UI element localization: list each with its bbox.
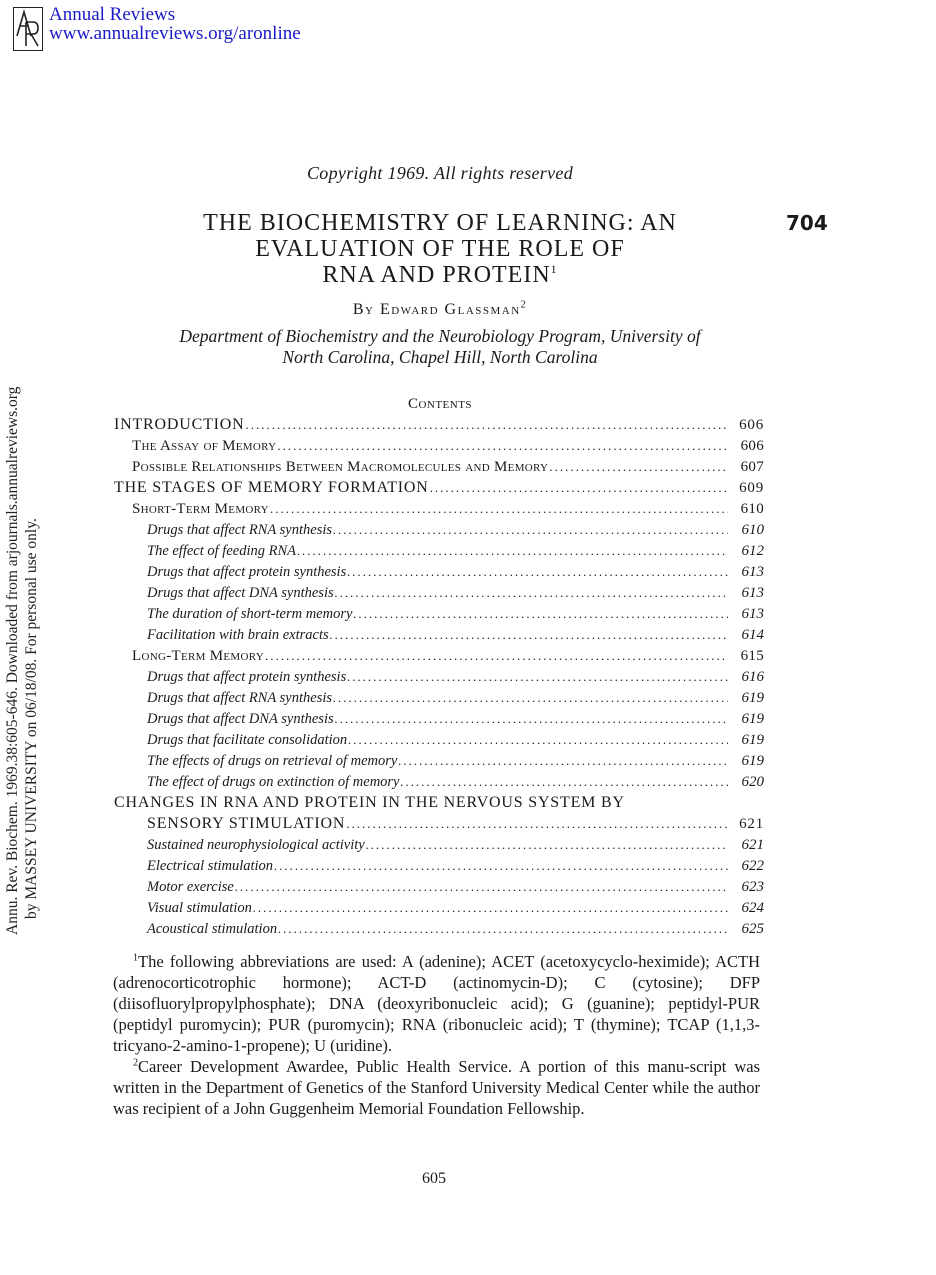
toc-leader-dots bbox=[366, 834, 728, 855]
toc-leader-dots bbox=[277, 435, 728, 456]
toc-entry bbox=[114, 645, 764, 666]
toc-leader-dots bbox=[333, 687, 728, 708]
annual-reviews-logo-icon bbox=[13, 7, 43, 51]
download-notice-line-1: Annu. Rev. Biochem. 1969.38:605-646. Downloaded from arjournals.annualreviews.org bbox=[4, 386, 21, 935]
toc-entry bbox=[114, 792, 764, 813]
toc-leader-dots bbox=[253, 897, 728, 918]
toc-entry-page: 619 bbox=[741, 732, 764, 748]
page-number: 605 bbox=[422, 1170, 446, 1187]
toc-entry-page: 625 bbox=[741, 921, 764, 937]
toc-leader-dots bbox=[270, 498, 728, 519]
toc-leader-dots bbox=[401, 771, 729, 792]
toc-leader-dots bbox=[245, 414, 728, 435]
toc-entry-label: The effect of drugs on extinction of memory bbox=[147, 774, 400, 790]
toc-entry bbox=[114, 876, 764, 897]
corner-number: 704 bbox=[786, 211, 828, 235]
toc-entry-label: Visual stimulation bbox=[147, 900, 252, 916]
contents-heading: Contents bbox=[407, 396, 473, 412]
toc-entry-label: Acoustical stimulation bbox=[147, 921, 278, 937]
toc-leader-dots bbox=[346, 813, 728, 834]
toc-entry bbox=[114, 813, 764, 834]
toc-entry-page: 610 bbox=[741, 522, 764, 538]
toc-entry-page: 619 bbox=[741, 753, 764, 769]
toc-entry bbox=[114, 750, 764, 771]
toc-leader-dots bbox=[333, 519, 728, 540]
title-line-2: EVALUATION OF THE ROLE OF bbox=[255, 236, 625, 262]
toc-entry bbox=[114, 624, 764, 645]
toc-entry bbox=[114, 477, 764, 498]
toc-entry-page: 606 bbox=[739, 417, 764, 433]
footnotes bbox=[113, 951, 760, 1119]
toc-entry-label: Drugs that affect RNA synthesis bbox=[147, 690, 333, 706]
toc-entry-label: Long-Term Memory bbox=[132, 648, 264, 664]
toc-entry bbox=[114, 498, 764, 519]
toc-leader-dots bbox=[347, 561, 728, 582]
toc-leader-dots bbox=[274, 855, 728, 876]
toc-entry-page: 614 bbox=[741, 627, 764, 643]
toc-leader-dots bbox=[549, 456, 728, 477]
toc-entry-page: 621 bbox=[741, 837, 764, 853]
toc-entry bbox=[114, 708, 764, 729]
toc-entry-page: 619 bbox=[741, 690, 764, 706]
toc-entry-label: Drugs that affect protein synthesis bbox=[147, 669, 347, 685]
toc-entry-label: The Assay of Memory bbox=[132, 438, 277, 454]
toc-entry bbox=[114, 771, 764, 792]
toc-entry-page: 622 bbox=[741, 858, 764, 874]
toc-entry-label: Drugs that affect protein synthesis bbox=[147, 564, 347, 580]
title-footnote-mark: 1 bbox=[550, 262, 558, 276]
toc-leader-dots bbox=[335, 582, 728, 603]
toc-entry-label: Possible Relationships Between Macromolecules and Memory bbox=[132, 459, 549, 475]
toc-entry bbox=[114, 603, 764, 624]
toc-entry-page: 620 bbox=[741, 774, 764, 790]
toc-entry bbox=[114, 561, 764, 582]
toc-entry-page: 609 bbox=[739, 480, 764, 496]
toc-entry bbox=[114, 540, 764, 561]
toc-entry bbox=[114, 897, 764, 918]
toc-leader-dots bbox=[335, 708, 728, 729]
author-name: By Edward Glassman bbox=[352, 301, 521, 318]
toc-entry-page: 613 bbox=[741, 564, 764, 580]
toc-entry bbox=[114, 666, 764, 687]
toc-entry-page: 610 bbox=[740, 501, 764, 517]
toc-entry-label: Drugs that facilitate consolidation bbox=[147, 732, 348, 748]
toc-entry-page: 615 bbox=[740, 648, 764, 664]
footnote-2-mark: 2 bbox=[133, 1057, 138, 1069]
toc-entry-page: 606 bbox=[740, 438, 764, 454]
toc-entry bbox=[114, 855, 764, 876]
toc-entry-label: INTRODUCTION bbox=[114, 416, 245, 433]
affiliation-line-2: North Carolina, Chapel Hill, North Carolina bbox=[282, 347, 598, 367]
toc-entry-label: Sustained neurophysiological activity bbox=[147, 837, 365, 853]
toc-entry-page: 623 bbox=[741, 879, 764, 895]
toc-leader-dots bbox=[353, 603, 728, 624]
toc-entry-page: 624 bbox=[741, 900, 764, 916]
download-notice bbox=[3, 335, 41, 935]
toc-leader-dots bbox=[297, 540, 728, 561]
toc-entry-page: 619 bbox=[741, 711, 764, 727]
author-byline bbox=[0, 301, 880, 319]
publisher-link[interactable]: Annual Reviews bbox=[49, 4, 176, 25]
toc-leader-dots bbox=[347, 666, 728, 687]
toc-entry bbox=[114, 435, 764, 456]
toc-entry-label: The effect of feeding RNA bbox=[147, 543, 296, 559]
publisher-header bbox=[13, 5, 301, 51]
toc-entry-label: The duration of short-term memory bbox=[147, 606, 353, 622]
toc-leader-dots bbox=[430, 477, 728, 498]
toc-entry bbox=[114, 519, 764, 540]
toc-leader-dots bbox=[330, 624, 728, 645]
toc-entry-page: 613 bbox=[741, 606, 764, 622]
footnote-1-text: The following abbreviations are used: A (adenine); ACET (acetoxycyclo-heximide); ACTH (adrenocorticotrophic hormone); ACT-D (actinomycin-D); C (cytosine); DFP (diisofluorylpropylphosphate); DNA (deoxyribonucleic acid); G (guanine); peptidyl-PUR (peptidyl puromycin); PUR (puromycin); RNA (ribonucleic acid); T (thymine); TCAP (1,1,3-tricyano-2-amino-1-propene); U (uridine). bbox=[113, 952, 760, 1055]
toc-entry bbox=[114, 582, 764, 603]
toc-entry-page: 607 bbox=[740, 459, 764, 475]
toc-leader-dots bbox=[398, 750, 728, 771]
toc-entry-page: 612 bbox=[741, 543, 764, 559]
publisher-url-link[interactable]: www.annualreviews.org/aronline bbox=[49, 23, 301, 44]
table-of-contents bbox=[114, 414, 764, 939]
toc-leader-dots bbox=[235, 876, 728, 897]
toc-entry bbox=[114, 687, 764, 708]
toc-entry-label: Facilitation with brain extracts bbox=[147, 627, 329, 643]
toc-entry-page: 616 bbox=[741, 669, 764, 685]
toc-entry bbox=[114, 918, 764, 939]
toc-entry bbox=[114, 456, 764, 477]
toc-entry-label: Drugs that affect DNA synthesis bbox=[147, 711, 334, 727]
footnote-2-text: Career Development Awardee, Public Health Service. A portion of this manu-script was written in the Department of Genetics of the Stanford University Medical Center while the author was recipient of a John Guggenheim Memorial Foundation Fellowship. bbox=[113, 1057, 760, 1118]
toc-entry-page: 613 bbox=[741, 585, 764, 601]
title-line-1: THE BIOCHEMISTRY OF LEARNING: AN bbox=[203, 210, 677, 236]
toc-leader-dots bbox=[348, 729, 728, 750]
toc-entry-label: Drugs that affect DNA synthesis bbox=[147, 585, 334, 601]
toc-entry-label: SENSORY STIMULATION bbox=[147, 815, 346, 832]
article-title bbox=[140, 210, 740, 288]
download-notice-line-2: by MASSEY UNIVERSITY on 06/18/08. For personal use only. bbox=[23, 518, 40, 919]
toc-entry-label: CHANGES IN RNA AND PROTEIN IN THE NERVOUS SYSTEM BY bbox=[114, 794, 625, 811]
toc-entry-label: Electrical stimulation bbox=[147, 858, 274, 874]
toc-leader-dots bbox=[278, 918, 728, 939]
footnote-2 bbox=[113, 1056, 760, 1119]
footnote-1 bbox=[113, 951, 760, 1056]
toc-entry-page: 621 bbox=[739, 816, 764, 832]
toc-entry-label: Drugs that affect RNA synthesis bbox=[147, 522, 333, 538]
author-affiliation bbox=[120, 326, 760, 368]
toc-entry bbox=[114, 729, 764, 750]
footnote-1-mark: 1 bbox=[133, 952, 138, 964]
author-footnote-mark: 2 bbox=[520, 299, 528, 311]
affiliation-line-1: Department of Biochemistry and the Neurobiology Program, University of bbox=[179, 326, 701, 346]
toc-entry-label: The effects of drugs on retrieval of memory bbox=[147, 753, 398, 769]
copyright-notice: Copyright 1969. All rights reserved bbox=[307, 163, 573, 183]
title-line-3: RNA AND PROTEIN bbox=[322, 262, 551, 288]
toc-entry bbox=[114, 834, 764, 855]
toc-entry-label: Short-Term Memory bbox=[132, 501, 269, 517]
toc-entry-label: THE STAGES OF MEMORY FORMATION bbox=[114, 479, 429, 496]
toc-entry-label: Motor exercise bbox=[147, 879, 234, 895]
toc-leader-dots bbox=[265, 645, 728, 666]
toc-entry bbox=[114, 414, 764, 435]
